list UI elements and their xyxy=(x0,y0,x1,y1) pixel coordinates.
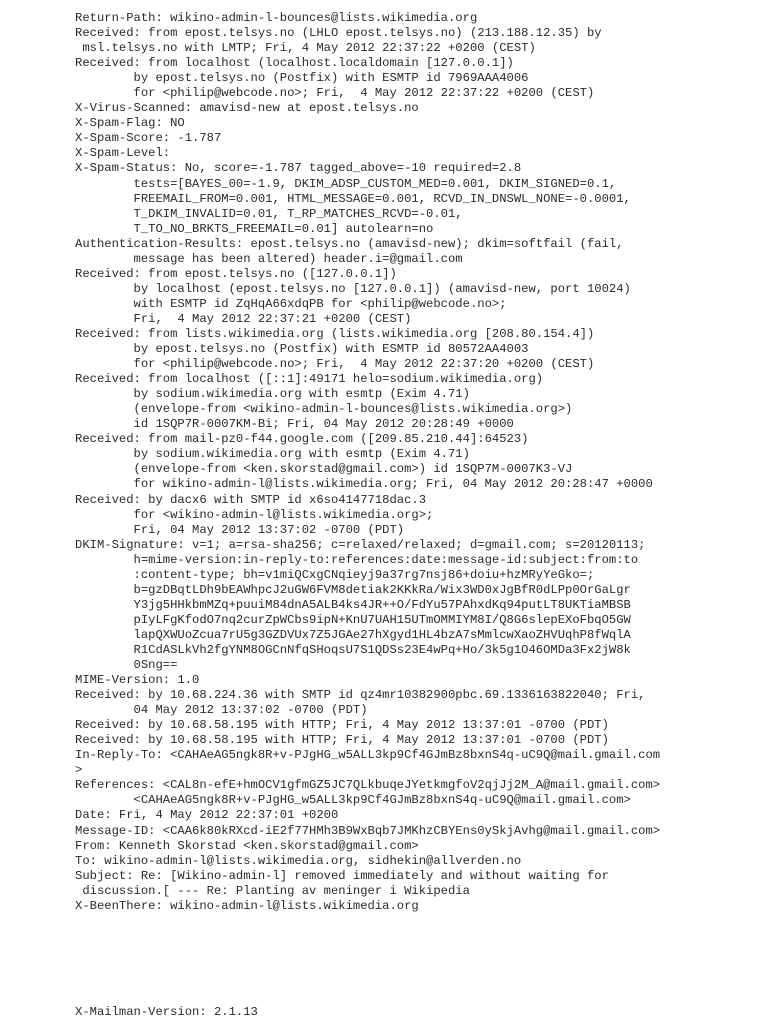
header-line: b=gzDBqtLDh9bEAWhpcJ2uGW6FVM8detiak2KKkRa/Wix3WD0xJgBfR0dLPp0OrGaLgr xyxy=(75,582,631,597)
header-line: R1CdASLkVh2fgYNM8OGCnNfqSHoqsU7S1QDSs23E4wPq+Ho/3k5g1O46OMDa3Fx2jW8k xyxy=(75,642,631,657)
header-line: Y3jg5HHkbmMZq+puuiM84dnA5ALB4ks4JR++O/FdYu57PAhxdKq94putLT8UKTiaMBSB xyxy=(75,597,631,612)
header-line: Received: by 10.68.58.195 with HTTP; Fri, 4 May 2012 13:37:01 -0700 (PDT) xyxy=(75,718,609,733)
header-line: by epost.telsys.no (Postfix) with ESMTP id 7969AAA4006 xyxy=(75,71,529,86)
header-line: :content-type; bh=v1miQCxgCNqieyj9a37rg7nsj86+doiu+hzMRyYeGko=; xyxy=(75,567,595,582)
header-line: tests=[BAYES_00=-1.9, DKIM_ADSP_CUSTOM_MED=0.001, DKIM_SIGNED=0.1, xyxy=(75,176,617,191)
header-line: Received: from localhost (localhost.localdomain [127.0.0.1]) xyxy=(75,56,514,71)
header-line: Return-Path: wikino-admin-l-bounces@lists.wikimedia.org xyxy=(75,11,478,25)
header-line: X-Spam-Flag: NO xyxy=(75,116,185,131)
header-line: T_DKIM_INVALID=0.01, T_RP_MATCHES_RCVD=-0.01, xyxy=(75,206,463,221)
header-line: X-Spam-Status: No, score=-1.787 tagged_above=-10 required=2.8 xyxy=(75,161,522,176)
header-line: for <philip@webcode.no>; Fri, 4 May 2012 22:37:20 +0200 (CEST) xyxy=(75,357,595,372)
header-line: Subject: Re: [Wikino-admin-l] removed immediately and without waiting for xyxy=(75,868,609,883)
header-line: DKIM-Signature: v=1; a=rsa-sha256; c=relaxed/relaxed; d=gmail.com; s=20120113; xyxy=(75,537,646,552)
header-line: message has been altered) header.i=@gmail.com xyxy=(75,251,463,266)
header-line: X-Spam-Level: xyxy=(75,146,171,161)
header-line: Received: from epost.telsys.no (LHLO epost.telsys.no) (213.188.12.35) by xyxy=(75,26,602,41)
header-line: From: Kenneth Skorstad <ken.skorstad@gmail.com> xyxy=(75,838,419,853)
header-line: discussion.[ --- Re: Planting av meninger i Wikipedia xyxy=(75,883,470,898)
header-line: Received: from epost.telsys.no ([127.0.0.1]) xyxy=(75,266,397,281)
header-line: by sodium.wikimedia.org with esmtp (Exim 4.71) xyxy=(75,447,470,462)
header-line: > xyxy=(75,763,83,778)
header-line: In-Reply-To: <CAHAeAG5ngk8R+v-PJgHG_w5ALL3kp9Cf4GJmBz8bxnS4q-uC9Q@mail.gmail.com xyxy=(75,748,661,763)
header-line: for <philip@webcode.no>; Fri, 4 May 2012 22:37:22 +0200 (CEST) xyxy=(75,86,595,101)
header-line: (envelope-from <wikino-admin-l-bounces@lists.wikimedia.org>) xyxy=(75,402,573,417)
header-line: lapQXWUoZcua7rU5g3GZDVUx7Z5JGAe27hXgyd1HL4bzA7sMmlcwXaoZHVUqhP8fWqlA xyxy=(75,627,631,642)
header-line: msl.telsys.no with LMTP; Fri, 4 May 2012 22:37:22 +0200 (CEST) xyxy=(75,41,536,56)
header-line: id 1SQP7R-0007KM-Bi; Fri, 04 May 2012 20:28:49 +0000 xyxy=(75,417,514,432)
header-line: with ESMTP id ZqHqA66xdqPB for <philip@webcode.no>; xyxy=(75,296,507,311)
header-line: Received: by dacx6 with SMTP id x6so4147718dac.3 xyxy=(75,492,427,507)
header-line: Received: from lists.wikimedia.org (lists.wikimedia.org [208.80.154.4]) xyxy=(75,326,595,341)
header-line: by sodium.wikimedia.org with esmtp (Exim 4.71) xyxy=(75,387,470,402)
header-line: X-BeenThere: wikino-admin-l@lists.wikimedia.org xyxy=(75,898,419,913)
header-line: <CAHAeAG5ngk8R+v-PJgHG_w5ALL3kp9Cf4GJmBz8bxnS4q-uC9Q@mail.gmail.com> xyxy=(75,793,631,808)
header-line: References: <CAL8n-efE+hmOCV1gfmGZ5JC7QLkbuqeJYetkmgfoV2qjJj2M_A@mail.gmail.com> xyxy=(75,778,661,793)
header-line: Fri, 4 May 2012 22:37:21 +0200 (CEST) xyxy=(75,311,412,326)
mailman-version-line: X-Mailman-Version: 2.1.13 xyxy=(75,1005,258,1019)
header-line: pIyLFgKfodO7nq2curZpWCbs9ipN+KnU7UAH15UTmOMMIYM8I/Q8G6slepEXoFbqO5GW xyxy=(75,612,631,627)
header-line: Fri, 04 May 2012 13:37:02 -0700 (PDT) xyxy=(75,522,405,537)
header-line: Received: from mail-pz0-f44.google.com ([209.85.210.44]:64523) xyxy=(75,432,529,447)
header-line: by epost.telsys.no (Postfix) with ESMTP id 80572AA4003 xyxy=(75,342,529,357)
header-line: for wikino-admin-l@lists.wikimedia.org; Fri, 04 May 2012 20:28:47 +0000 xyxy=(75,477,653,492)
header-line: Date: Fri, 4 May 2012 22:37:01 +0200 xyxy=(75,808,339,823)
header-line: Received: from localhost ([::1]:49171 helo=sodium.wikimedia.org) xyxy=(75,372,544,387)
header-line: Message-ID: <CAA6k80kRXcd-iE2f77HMh3B9WxBqb7JMKhzCBYEns0ySkjAvhg@mail.gmail.com> xyxy=(75,823,661,838)
header-line: T_TO_NO_BRKTS_FREEMAIL=0.01] autolearn=no xyxy=(75,221,434,236)
header-line: for <wikino-admin-l@lists.wikimedia.org>; xyxy=(75,507,434,522)
header-line: Received: by 10.68.224.36 with SMTP id qz4mr10382900pbc.69.1336163822040; Fri, xyxy=(75,688,646,703)
email-header-text xyxy=(75,11,660,914)
header-line: 04 May 2012 13:37:02 -0700 (PDT) xyxy=(75,703,368,718)
header-line: FREEMAIL_FROM=0.001, HTML_MESSAGE=0.001, RCVD_IN_DNSWL_NONE=-0.0001, xyxy=(75,191,631,206)
header-line: (envelope-from <ken.skorstad@gmail.com>) id 1SQP7M-0007K3-VJ xyxy=(75,462,573,477)
header-line: h=mime-version:in-reply-to:references:date:message-id:subject:from:to xyxy=(75,552,639,567)
header-line: MIME-Version: 1.0 xyxy=(75,673,200,688)
header-line: To: wikino-admin-l@lists.wikimedia.org, sidhekin@allverden.no xyxy=(75,853,522,868)
header-line: Received: by 10.68.58.195 with HTTP; Fri, 4 May 2012 13:37:01 -0700 (PDT) xyxy=(75,733,609,748)
header-line: Authentication-Results: epost.telsys.no (amavisd-new); dkim=softfail (fail, xyxy=(75,236,624,251)
header-line: by localhost (epost.telsys.no [127.0.0.1]) (amavisd-new, port 10024) xyxy=(75,281,631,296)
header-line: 0Sng== xyxy=(75,658,178,673)
header-line: X-Spam-Score: -1.787 xyxy=(75,131,222,146)
header-line: X-Virus-Scanned: amavisd-new at epost.telsys.no xyxy=(75,101,419,116)
